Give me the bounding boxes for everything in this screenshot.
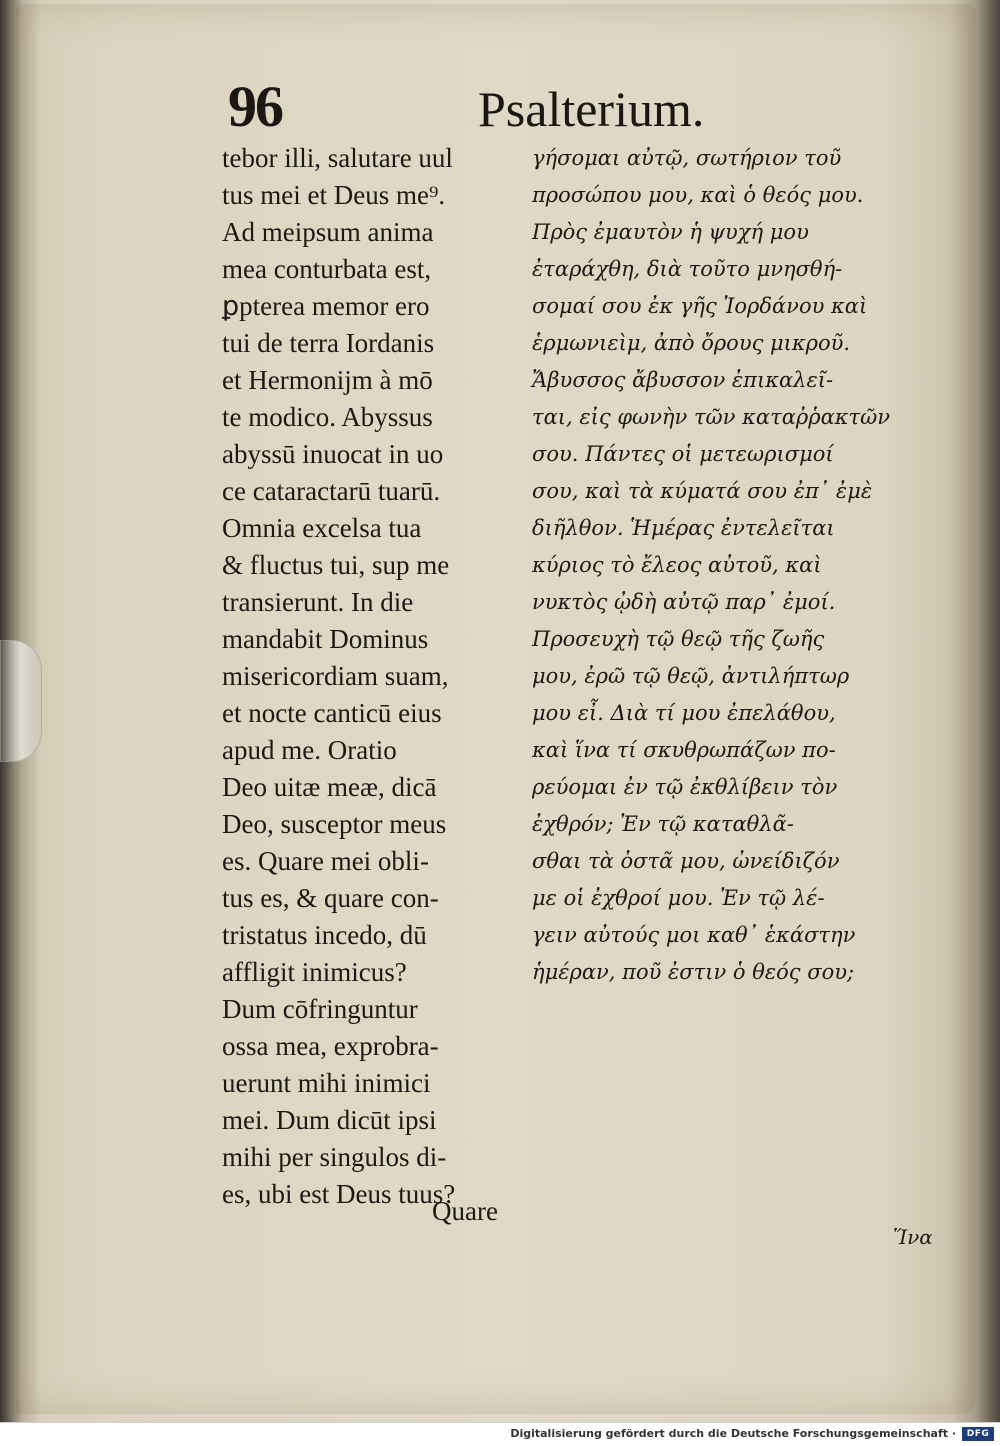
greek-line: σθαι τὰ ὀστᾶ μου, ὠνείδιζόν	[532, 849, 840, 873]
greek-line: ἐχθρόν; Ἐν τῷ καταθλᾶ-	[532, 812, 794, 836]
greek-line: με οἱ ἐχθροί μου. Ἐν τῷ λέ-	[532, 886, 825, 910]
latin-line: mandabit Dominus	[222, 624, 429, 654]
page-number: 96	[228, 74, 282, 139]
digitization-footer	[0, 1422, 1000, 1446]
greek-line: Προσευχὴ τῷ θεῷ τῆς ζωῆς	[532, 627, 825, 651]
latin-line: Ad meipsum anima	[222, 217, 434, 247]
latin-line: et Hermonijm à mō	[222, 365, 433, 395]
greek-line: ται, εἰς φωνὴν τῶν καταῤῥακτῶν	[532, 405, 891, 429]
latin-line: te modico. Abyssus	[222, 402, 433, 432]
latin-line: tus mei et Deus me⁹.	[222, 180, 446, 210]
latin-catchword: Quare	[432, 1196, 498, 1226]
greek-line: γειν αὐτούς μοι καθ᾽ ἑκάστην	[532, 923, 856, 947]
greek-line: μου, ἐρῶ τῷ θεῷ, ἀντιλήπτωρ	[532, 664, 850, 688]
greek-line: σομαί σου ἐκ γῆς Ἰορδάνου καὶ	[532, 294, 868, 318]
latin-line: Omnia excelsa tua	[222, 513, 422, 543]
latin-line: misericordiam suam,	[222, 661, 449, 691]
greek-catchword: Ἵνα	[893, 1225, 933, 1249]
latin-line: tus es, & quare con-	[222, 883, 439, 913]
greek-line: διῆλθον. Ἡμέρας ἐντελεῖται	[532, 516, 835, 540]
greek-column	[532, 140, 962, 991]
dfg-logo: DFG	[962, 1427, 994, 1441]
greek-line: ρεύομαι ἐν τῷ ἐκθλίβειν τὸν	[532, 775, 838, 799]
latin-line: mea conturbata est,	[222, 254, 432, 284]
greek-line: κύριος τὸ ἔλεος αὐτοῦ, καὶ	[532, 553, 822, 577]
latin-line: es, ubi est Deus tuus?	[222, 1179, 456, 1209]
latin-line: es. Quare mei obli-	[222, 846, 429, 876]
latin-line: tebor illi, salutare uul	[222, 143, 453, 173]
latin-line: ꝑpterea memor ero	[222, 291, 430, 321]
greek-line: γήσομαι αὐτῷ, σωτήριον τοῦ	[532, 146, 842, 170]
latin-line: uerunt mihi inimici	[222, 1068, 431, 1098]
latin-line: mihi per singulos di-	[222, 1142, 447, 1172]
latin-line: ossa mea, exprobra-	[222, 1031, 439, 1061]
latin-line: abyssū inuocat in uo	[222, 439, 444, 469]
latin-line: affligit inimicus?	[222, 957, 407, 987]
latin-line: tui de terra Iordanis	[222, 328, 435, 358]
page-holder-clip	[0, 640, 42, 762]
running-title: Psalterium.	[478, 81, 705, 137]
latin-line: ce cataractarū tuarū.	[222, 476, 441, 506]
latin-line: Deo, susceptor meus	[222, 809, 447, 839]
greek-line: καὶ ἵνα τί σκυθρωπάζων πο-	[532, 738, 836, 762]
latin-line: Dum cōfringuntur	[222, 994, 418, 1024]
greek-line: σου. Πάντες οἱ μετεωρισμοί	[532, 442, 834, 466]
latin-line: mei. Dum dicūt ipsi	[222, 1105, 437, 1135]
greek-line: μου εἶ. Διὰ τί μου ἐπελάθου,	[532, 701, 836, 725]
greek-line: Ἄβυσσος ἄβυσσον ἐπικαλεῖ-	[532, 368, 834, 392]
greek-line: ἡμέραν, ποῦ ἐστιν ὁ θεός σου;	[532, 960, 855, 984]
latin-line: apud me. Oratio	[222, 735, 397, 765]
greek-line: νυκτὸς ᾠδὴ αὐτῷ παρ᾽ ἐμοί.	[532, 590, 836, 614]
latin-line: tristatus incedo, dū	[222, 920, 427, 950]
latin-line: Deo uitæ meæ, dicā	[222, 772, 437, 802]
latin-line: transierunt. In die	[222, 587, 414, 617]
greek-line: προσώπου μου, καὶ ὁ θεός μου.	[532, 183, 864, 207]
latin-column	[222, 140, 522, 1213]
greek-line: Πρὸς ἐμαυτὸν ἡ ψυχή μου	[532, 220, 809, 244]
latin-line: & fluctus tui, sup me	[222, 550, 450, 580]
greek-line: σου, καὶ τὰ κύματά σου ἐπ᾽ ἐμὲ	[532, 479, 873, 503]
greek-line: ἑρμωνιεὶμ, ἀπὸ ὄρους μικροῦ.	[532, 331, 851, 355]
funding-note: Digitalisierung gefördert durch die Deutsche Forschungsgemeinschaft ·	[510, 1427, 956, 1440]
greek-line: ἐταράχθη, διὰ τοῦτο μνησθή-	[532, 257, 843, 281]
latin-line: et nocte canticū eius	[222, 698, 442, 728]
